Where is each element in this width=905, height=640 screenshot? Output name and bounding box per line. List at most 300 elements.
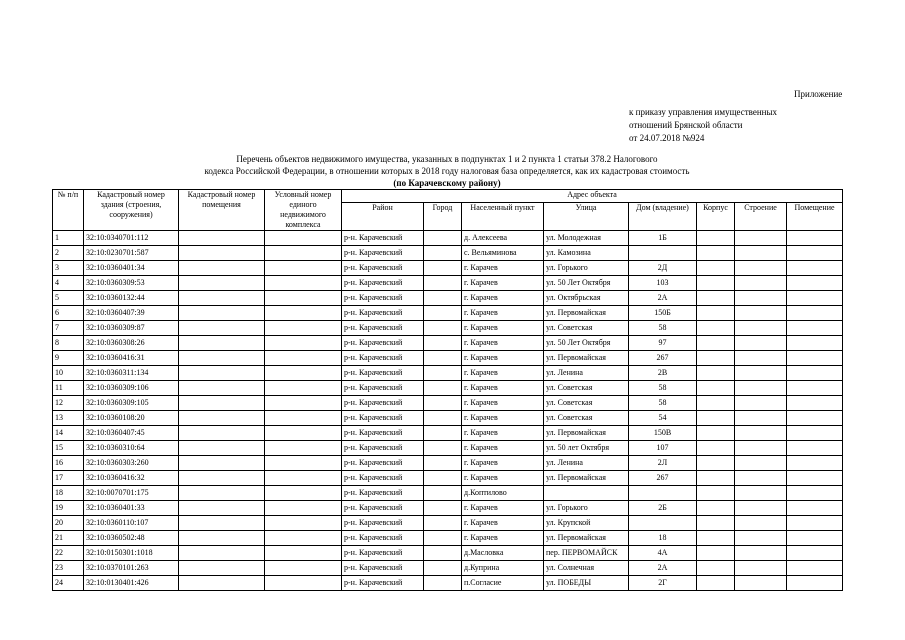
cell-complex-number [265,501,342,516]
cell-district: р-н. Карачевский [342,306,424,321]
cell-building [735,441,787,456]
cell-city [424,246,462,261]
cell-building [735,561,787,576]
cell-num: 3 [53,261,84,276]
cell-street [544,486,629,501]
table-row [53,336,843,351]
cell-district: р-н. Карачевский [342,501,424,516]
cell-building [735,396,787,411]
cell-locality: д.Куприна [462,561,544,576]
cell-locality: г. Карачев [462,291,544,306]
cell-street: ул. 50 Лет Октября [544,336,629,351]
cell-district: р-н. Карачевский [342,351,424,366]
cell-city [424,516,462,531]
cell-premises-cadastral [179,576,265,591]
cell-building-cadastral: 32:10:0130401:426 [84,576,179,591]
cell-building-cadastral: 32:10:0360416:32 [84,471,179,486]
cell-city [424,441,462,456]
cell-building [735,246,787,261]
cell-korpus [697,276,735,291]
cell-korpus [697,291,735,306]
cell-korpus [697,486,735,501]
cell-city [424,291,462,306]
cell-korpus [697,501,735,516]
cell-complex-number [265,366,342,381]
cell-complex-number [265,261,342,276]
cell-house: 2Д [629,261,697,276]
cell-premises-cadastral [179,486,265,501]
cell-street: ул. Крупской [544,516,629,531]
header-room: Помещение [787,203,843,231]
cell-complex-number [265,381,342,396]
table-row [53,546,843,561]
cell-complex-number [265,561,342,576]
table-row [53,486,843,501]
cell-num: 10 [53,366,84,381]
cell-complex-number [265,426,342,441]
header-city: Город [424,203,462,231]
cell-locality: д. Алексеева [462,231,544,246]
cell-locality: г. Карачев [462,336,544,351]
cell-room [787,396,843,411]
cell-city [424,456,462,471]
document-heading-district: (по Карачевскому району) [393,178,501,188]
cell-num: 2 [53,246,84,261]
cell-premises-cadastral [179,261,265,276]
cell-complex-number [265,441,342,456]
cell-room [787,576,843,591]
cell-korpus [697,546,735,561]
cell-complex-number [265,531,342,546]
cell-street: ул. Ленина [544,366,629,381]
cell-locality: с. Вельяминова [462,246,544,261]
header-premises-cadastral: Кадастровый номер помещения [179,190,265,231]
cell-city [424,336,462,351]
cell-district: р-н. Карачевский [342,426,424,441]
cell-district: р-н. Карачевский [342,486,424,501]
cell-locality: г. Карачев [462,456,544,471]
document-heading-line1: Перечень объектов недвижимого имущества, указанных в подпунктах 1 и 2 пункта 1 статьи 378.2 Налогового [236,154,658,164]
cell-street: ул. Камозина [544,246,629,261]
cell-room [787,411,843,426]
cell-room [787,486,843,501]
cell-building-cadastral: 32:10:0360416:31 [84,351,179,366]
cell-locality: г. Карачев [462,411,544,426]
header-building-cadastral: Кадастровый номер здания (строения, сооружения) [84,190,179,231]
cell-korpus [697,396,735,411]
cell-room [787,321,843,336]
cell-city [424,486,462,501]
cell-building [735,261,787,276]
cell-complex-number [265,471,342,486]
cell-house [629,516,697,531]
cell-premises-cadastral [179,516,265,531]
cell-num: 1 [53,231,84,246]
cell-building [735,231,787,246]
cell-room [787,366,843,381]
cell-street: ул. Ленина [544,456,629,471]
header-complex-number: Условный номер единого недвижимого комплекса [265,190,342,231]
cell-locality: г. Карачев [462,516,544,531]
cell-building [735,471,787,486]
cell-building [735,576,787,591]
cell-street: ул. Первомайская [544,531,629,546]
cell-room [787,336,843,351]
cell-premises-cadastral [179,471,265,486]
cell-korpus [697,561,735,576]
cell-street: ул. Горького [544,501,629,516]
property-table [52,189,843,591]
cell-korpus [697,456,735,471]
cell-complex-number [265,321,342,336]
cell-city [424,411,462,426]
cell-num: 16 [53,456,84,471]
table-row [53,456,843,471]
cell-building [735,531,787,546]
cell-room [787,471,843,486]
cell-city [424,231,462,246]
cell-building [735,381,787,396]
cell-city [424,381,462,396]
cell-building-cadastral: 32:10:0360311:134 [84,366,179,381]
cell-locality: г. Карачев [462,261,544,276]
cell-house: 2Б [629,501,697,516]
cell-building [735,306,787,321]
table-row [53,561,843,576]
cell-korpus [697,351,735,366]
appendix-title: Приложение [794,89,843,99]
cell-street: ул. Первомайская [544,306,629,321]
cell-korpus [697,246,735,261]
cell-building-cadastral: 32:10:0360303:260 [84,456,179,471]
cell-district: р-н. Карачевский [342,441,424,456]
cell-building-cadastral: 32:10:0360310:64 [84,441,179,456]
cell-district: р-н. Карачевский [342,516,424,531]
cell-premises-cadastral [179,396,265,411]
cell-house: 54 [629,411,697,426]
cell-building-cadastral: 32:10:0360309:87 [84,321,179,336]
table-row [53,366,843,381]
table-row [53,291,843,306]
cell-street: ул. Солнечная [544,561,629,576]
cell-building-cadastral: 32:10:0070701:175 [84,486,179,501]
table-row [53,351,843,366]
cell-korpus [697,426,735,441]
cell-building [735,321,787,336]
header-street: Улица [544,203,629,231]
cell-street: ул. Первомайская [544,351,629,366]
cell-num: 18 [53,486,84,501]
table-row [53,231,843,246]
table-row [53,246,843,261]
appendix-authority-line: отношений Брянской области [629,120,743,130]
header-num: № п/п [53,190,84,231]
cell-locality: г. Карачев [462,501,544,516]
header-korpus: Корпус [697,203,735,231]
cell-locality: г. Карачев [462,441,544,456]
cell-building-cadastral: 32:10:0360502:48 [84,531,179,546]
cell-korpus [697,411,735,426]
cell-locality: г. Карачев [462,366,544,381]
cell-num: 17 [53,471,84,486]
cell-korpus [697,306,735,321]
table-row [53,396,843,411]
cell-building [735,291,787,306]
cell-korpus [697,471,735,486]
cell-room [787,426,843,441]
cell-num: 24 [53,576,84,591]
cell-house: 2Л [629,456,697,471]
cell-district: р-н. Карачевский [342,531,424,546]
cell-district: р-н. Карачевский [342,561,424,576]
cell-complex-number [265,246,342,261]
cell-korpus [697,381,735,396]
cell-district: р-н. Карачевский [342,411,424,426]
cell-building-cadastral: 32:10:0360110:107 [84,516,179,531]
cell-num: 21 [53,531,84,546]
table-body [53,231,843,591]
cell-premises-cadastral [179,381,265,396]
cell-district: р-н. Карачевский [342,366,424,381]
cell-building [735,336,787,351]
cell-district: р-н. Карачевский [342,396,424,411]
cell-city [424,501,462,516]
cell-building-cadastral: 32:10:0370101:263 [84,561,179,576]
table-row [53,381,843,396]
cell-korpus [697,576,735,591]
cell-building [735,516,787,531]
cell-korpus [697,531,735,546]
cell-complex-number [265,486,342,501]
table-row [53,531,843,546]
cell-room [787,351,843,366]
cell-room [787,261,843,276]
cell-complex-number [265,306,342,321]
cell-house [629,486,697,501]
cell-premises-cadastral [179,561,265,576]
cell-room [787,501,843,516]
cell-locality: г. Карачев [462,396,544,411]
cell-complex-number [265,276,342,291]
cell-street: ул. Советская [544,381,629,396]
cell-locality: г. Карачев [462,351,544,366]
cell-complex-number [265,291,342,306]
cell-district: р-н. Карачевский [342,381,424,396]
cell-house: 267 [629,471,697,486]
table-row [53,501,843,516]
cell-num: 11 [53,381,84,396]
cell-house: 107 [629,441,697,456]
cell-building [735,426,787,441]
appendix-order-line: к приказу управления имущественных [629,107,778,117]
cell-premises-cadastral [179,546,265,561]
cell-city [424,351,462,366]
cell-premises-cadastral [179,351,265,366]
cell-building-cadastral: 32:10:0360108:20 [84,411,179,426]
cell-locality: д.Коптилово [462,486,544,501]
cell-room [787,546,843,561]
cell-house: 103 [629,276,697,291]
cell-premises-cadastral [179,321,265,336]
cell-num: 14 [53,426,84,441]
cell-house: 1Б [629,231,697,246]
cell-district: р-н. Карачевский [342,291,424,306]
cell-premises-cadastral [179,366,265,381]
cell-building [735,351,787,366]
cell-building [735,546,787,561]
cell-premises-cadastral [179,306,265,321]
cell-building [735,501,787,516]
cell-house: 97 [629,336,697,351]
cell-city [424,546,462,561]
cell-house: 58 [629,381,697,396]
cell-locality: п.Согласие [462,576,544,591]
cell-city [424,396,462,411]
cell-street: ул. 50 лет Октября [544,441,629,456]
table-row [53,261,843,276]
cell-district: р-н. Карачевский [342,246,424,261]
table-row [53,576,843,591]
cell-num: 9 [53,351,84,366]
cell-locality: г. Карачев [462,306,544,321]
cell-num: 19 [53,501,84,516]
cell-korpus [697,366,735,381]
cell-complex-number [265,576,342,591]
header-locality: Населенный пункт [462,203,544,231]
header-building: Строение [735,203,787,231]
cell-premises-cadastral [179,231,265,246]
cell-district: р-н. Карачевский [342,276,424,291]
cell-street: ул. Первомайская [544,426,629,441]
cell-district: р-н. Карачевский [342,471,424,486]
cell-building [735,366,787,381]
cell-premises-cadastral [179,411,265,426]
cell-num: 23 [53,561,84,576]
table-row [53,306,843,321]
cell-city [424,276,462,291]
cell-room [787,561,843,576]
cell-street: ул. Горького [544,261,629,276]
cell-street: ул. Советская [544,411,629,426]
cell-district: р-н. Карачевский [342,546,424,561]
document-heading-line2: кодекса Российской Федерации, в отношении которых в 2018 году налоговая база определяется, как их кадастровая стоимость [204,166,690,176]
cell-complex-number [265,546,342,561]
cell-complex-number [265,231,342,246]
cell-building-cadastral: 32:10:0360132:44 [84,291,179,306]
cell-street: ул. Советская [544,321,629,336]
cell-house: 2А [629,561,697,576]
cell-premises-cadastral [179,501,265,516]
cell-locality: г. Карачев [462,321,544,336]
cell-house: 58 [629,396,697,411]
cell-street: ул. ПОБЕДЫ [544,576,629,591]
cell-building [735,456,787,471]
cell-city [424,471,462,486]
cell-room [787,531,843,546]
cell-street: ул. Первомайская [544,471,629,486]
cell-building-cadastral: 32:10:0230701:587 [84,246,179,261]
cell-house: 58 [629,321,697,336]
cell-num: 13 [53,411,84,426]
cell-premises-cadastral [179,456,265,471]
table-row [53,426,843,441]
cell-premises-cadastral [179,426,265,441]
cell-room [787,246,843,261]
cell-house: 2Г [629,576,697,591]
cell-street: ул. Советская [544,396,629,411]
cell-complex-number [265,396,342,411]
cell-house: 4А [629,546,697,561]
cell-building-cadastral: 32:10:0360407:45 [84,426,179,441]
cell-num: 22 [53,546,84,561]
cell-city [424,306,462,321]
cell-num: 12 [53,396,84,411]
cell-district: р-н. Карачевский [342,261,424,276]
cell-room [787,381,843,396]
cell-premises-cadastral [179,276,265,291]
cell-city [424,321,462,336]
cell-korpus [697,321,735,336]
cell-complex-number [265,411,342,426]
cell-korpus [697,261,735,276]
cell-locality: г. Карачев [462,471,544,486]
cell-korpus [697,231,735,246]
cell-complex-number [265,351,342,366]
cell-premises-cadastral [179,336,265,351]
cell-district: р-н. Карачевский [342,231,424,246]
table-row [53,441,843,456]
cell-korpus [697,516,735,531]
cell-house: 2В [629,366,697,381]
cell-room [787,291,843,306]
cell-district: р-н. Карачевский [342,321,424,336]
cell-locality: г. Карачев [462,276,544,291]
cell-room [787,276,843,291]
cell-room [787,306,843,321]
cell-premises-cadastral [179,531,265,546]
cell-room [787,231,843,246]
cell-korpus [697,336,735,351]
cell-num: 6 [53,306,84,321]
table-row [53,471,843,486]
cell-korpus [697,441,735,456]
cell-locality: г. Карачев [462,531,544,546]
cell-house: 2А [629,291,697,306]
cell-premises-cadastral [179,246,265,261]
cell-locality: г. Карачев [462,381,544,396]
cell-building-cadastral: 32:10:0360401:34 [84,261,179,276]
cell-city [424,261,462,276]
table-row [53,411,843,426]
cell-street: ул. 50 Лет Октября [544,276,629,291]
cell-building-cadastral: 32:10:0360401:33 [84,501,179,516]
cell-premises-cadastral [179,441,265,456]
cell-city [424,576,462,591]
cell-num: 5 [53,291,84,306]
table-row [53,516,843,531]
cell-house: 150Б [629,306,697,321]
cell-num: 20 [53,516,84,531]
cell-complex-number [265,516,342,531]
cell-num: 7 [53,321,84,336]
cell-building-cadastral: 32:10:0360309:53 [84,276,179,291]
cell-num: 4 [53,276,84,291]
cell-street: ул. Молодежная [544,231,629,246]
cell-building-cadastral: 32:10:0360309:105 [84,396,179,411]
cell-building-cadastral: 32:10:0340701:112 [84,231,179,246]
cell-locality: г. Карачев [462,426,544,441]
cell-district: р-н. Карачевский [342,576,424,591]
